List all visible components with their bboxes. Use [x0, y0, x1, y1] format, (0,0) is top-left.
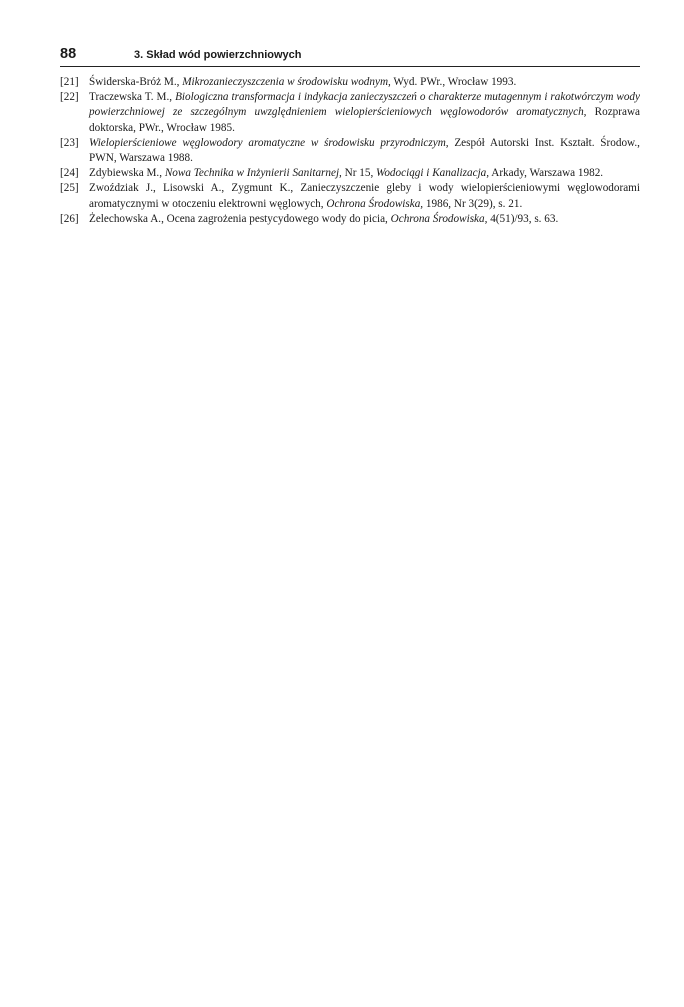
- reference-journal: Ochrona Środowiska,: [390, 212, 488, 225]
- running-title: 3. Skład wód powierzchniowych: [134, 49, 302, 61]
- reference-number: [21]: [60, 76, 79, 88]
- reference-journal: Ochrona Środowiska,: [326, 197, 424, 210]
- reference-text: [89, 90, 640, 136]
- reference-authors: Zdybiewska M.,: [89, 167, 165, 180]
- reference-item: [60, 90, 640, 136]
- reference-item: [60, 181, 640, 211]
- reference-authors: Świderska-Bróż M.,: [89, 76, 183, 88]
- reference-number: [23]: [60, 136, 79, 149]
- reference-number: [25]: [60, 182, 79, 195]
- reference-number: [26]: [60, 212, 79, 225]
- reference-text: [89, 75, 640, 90]
- reference-title: Wielopierścieniowe węglowodory aromatyczne w środowisku przyrodniczym,: [89, 136, 449, 149]
- reference-text: [89, 212, 640, 227]
- page-number: 88: [60, 46, 77, 62]
- reference-title: Mikrozanieczyszczenia w środowisku wodnym,: [182, 76, 391, 88]
- reference-item: [60, 136, 640, 166]
- reference-title: Biologiczna transformacja i indykacja zanieczyszczeń o charakterze mutagennym i rakotwórczym wody powierzchniowej ze szczególnym uwzględnieniem wielopierścieniowych węglowodorów aromatycznych,: [89, 91, 640, 119]
- reference-details: Nr 15,: [341, 167, 377, 180]
- reference-journal: Wodociągi i Kanalizacja,: [376, 167, 490, 180]
- reference-authors: Żelechowska A., Ocena zagrożenia pestycydowego wody do picia,: [89, 212, 391, 225]
- reference-item: [60, 166, 640, 181]
- reference-text: [89, 166, 640, 181]
- reference-item: [60, 212, 640, 227]
- reference-number: [22]: [60, 91, 79, 104]
- reference-details: 1986, Nr 3(29), s. 21.: [423, 197, 523, 210]
- reference-text: [89, 136, 640, 166]
- reference-authors: Traczewska T. M.,: [89, 91, 176, 104]
- reference-item: [60, 75, 640, 90]
- reference-authors: Zwoździak J., Lisowski A., Zygmunt K., Zanieczyszczenie gleby i wody wielopierścieniowymi węglowodorami aromatycznymi w otoczeniu elektrowni węglowych,: [89, 182, 640, 210]
- page-header: [60, 46, 640, 67]
- reference-title: Nowa Technika w Inżynierii Sanitarnej,: [164, 167, 342, 180]
- reference-number: [24]: [60, 167, 79, 180]
- reference-details: Rozprawa doktorska, PWr., Wrocław 1985.: [89, 106, 640, 134]
- reference-text: [89, 181, 640, 211]
- reference-details: Zespół Autorski Inst. Kształt. Środow., PWN, Warszawa 1988.: [89, 136, 640, 165]
- reference-details: 4(51)/93, s. 63.: [487, 212, 559, 225]
- reference-publisher: Arkady, Warszawa 1982.: [489, 167, 604, 180]
- reference-details: Wyd. PWr., Wrocław 1993.: [390, 76, 517, 88]
- reference-list: [60, 75, 640, 227]
